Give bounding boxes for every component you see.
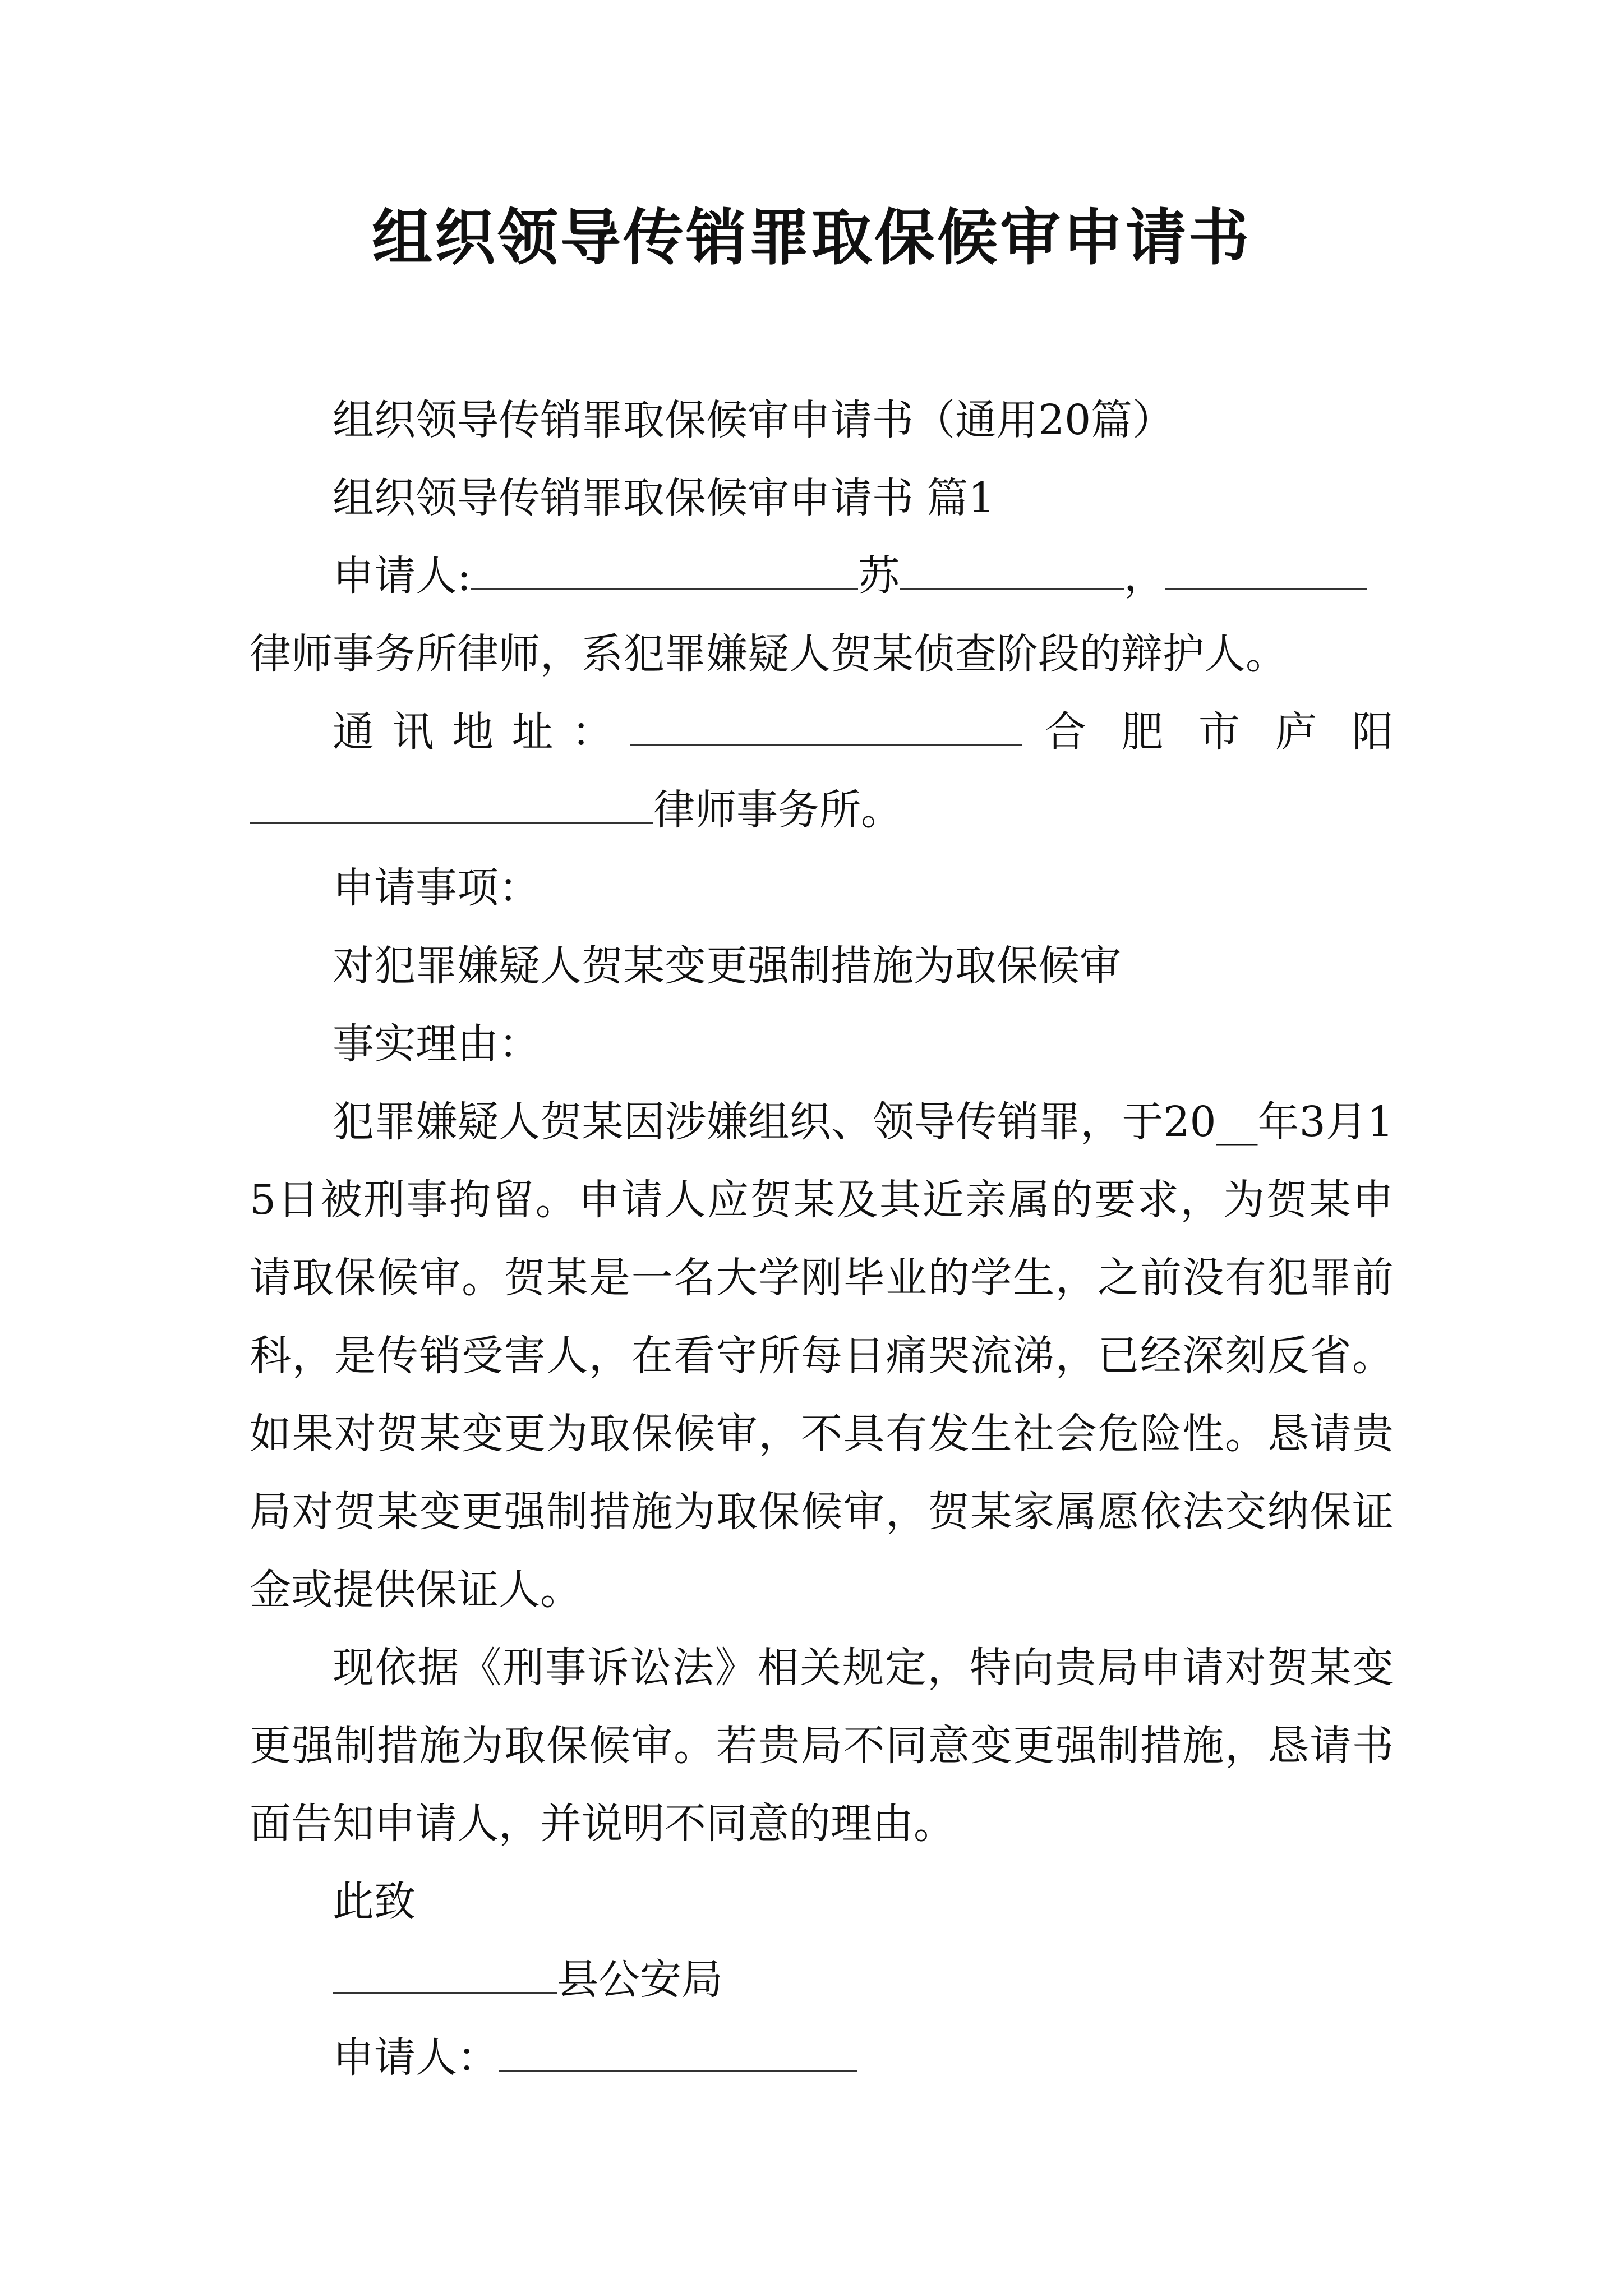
- address-line: [250, 693, 1394, 771]
- comma-text: ，: [1123, 552, 1165, 600]
- recipient: 县公安局: [557, 1955, 723, 2004]
- applicant-blank: [471, 555, 858, 590]
- address-blank: [630, 711, 1022, 746]
- applicant-line: [250, 537, 1394, 615]
- firm-blank: [250, 789, 653, 824]
- firm-sentence: 律师事务所律师，系犯罪嫌疑人贺某侦查阶段的辩护人。: [250, 630, 1287, 678]
- matter-label: 申请事项：: [333, 864, 540, 912]
- recipient-blank: [333, 1958, 557, 1994]
- address-label: 通 讯 地 址 ：: [333, 708, 613, 756]
- firm-suffix: 律师事务所。: [653, 786, 902, 834]
- applicant-label: 申请人:: [333, 552, 471, 600]
- subtitle: 组织领导传销罪取保候审申请书（通用20篇）: [333, 396, 1174, 444]
- signature-line: [250, 2019, 1394, 2097]
- applicant-blank-2: [900, 555, 1124, 590]
- recipient-line: [250, 1941, 1394, 2019]
- signature-blank: [499, 2036, 857, 2072]
- su-text: 苏: [857, 552, 900, 600]
- law-paragraph: 现依据《刑事诉讼法》相关规定，特向贵局申请对贺某变更强制措施为取保候审。若贵局不同意变更强制措施，恳请书面告知申请人，并说明不同意的理由。: [250, 1644, 1394, 1848]
- reason-paragraph: 犯罪嫌疑人贺某因涉嫌组织、领导传销罪，于20__年3月15日被刑事拘留。申请人应贺某及其近亲属的要求，为贺某申请取保候审。贺某是一名大学刚毕业的学生，之前没有犯罪前科，是传销受害人，在看守所每日痛哭流涕，已经深刻反省。如果对贺某变更为取保候审，不具有发生社会危险性。恳请贵局对贺某变更强制措施为取保候审，贺某家属愿依法交纳保证金或提供保证人。: [250, 1098, 1394, 1614]
- reason-label: 事实理由：: [333, 1020, 540, 1068]
- document-title: 组织领导传销罪取保候审申请书: [371, 203, 1251, 273]
- address-city: 合 肥 市 庐 阳: [1045, 708, 1394, 756]
- section-heading: 组织领导传销罪取保候审申请书 篇1: [333, 474, 995, 522]
- sign-label: 申请人：: [333, 2033, 499, 2082]
- closing: 此致: [333, 1878, 416, 1926]
- document-body: [250, 381, 1394, 2097]
- matter-text: 对犯罪嫌疑人贺某变更强制措施为取保候审: [333, 942, 1121, 990]
- applicant-blank-3: [1165, 555, 1367, 590]
- firm-line: [250, 771, 1394, 849]
